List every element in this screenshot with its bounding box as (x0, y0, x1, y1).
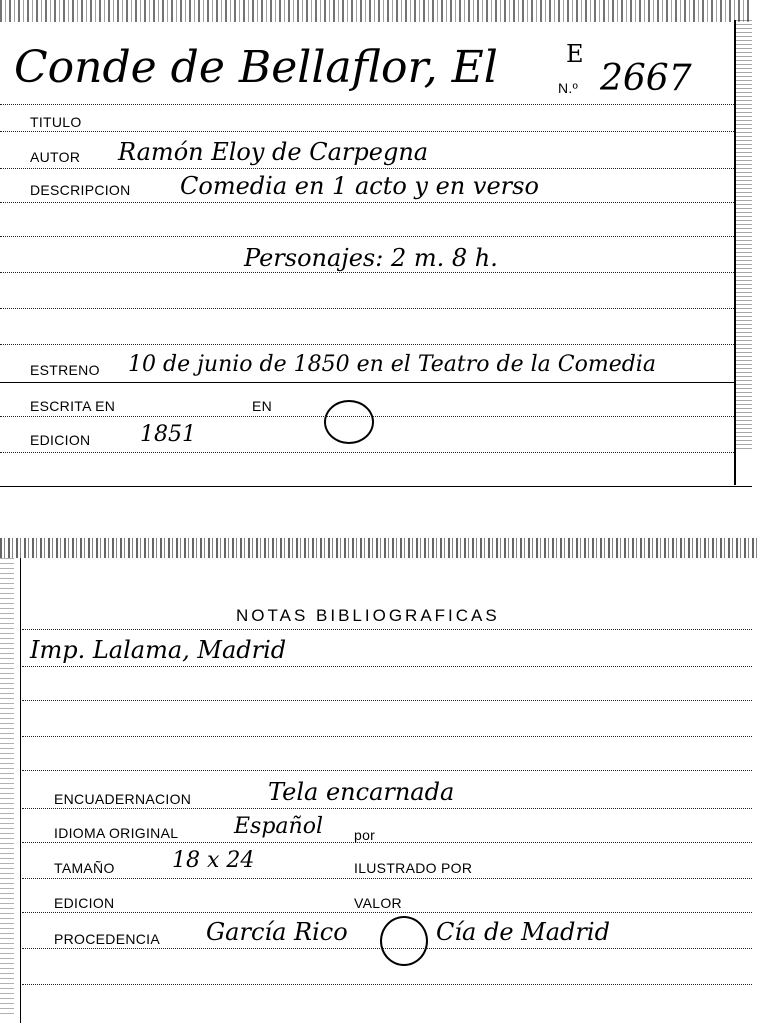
personajes-value: Personajes: 2 m. 8 h. (244, 244, 498, 272)
titulo-label: TITULO (30, 114, 82, 130)
encuadernacion-label: ENCUADERNACION (54, 791, 192, 807)
encuadernacion-value: Tela encarnada (268, 778, 455, 806)
procedencia-value: García Rico (206, 918, 348, 946)
card-torn-edge (0, 0, 752, 22)
ruled-line (0, 168, 734, 169)
en-label: EN (252, 398, 273, 414)
card-right-edge (734, 20, 752, 450)
ruled-line (22, 736, 752, 737)
ruled-line (22, 842, 752, 843)
tamano-label: TAMAÑO (54, 860, 115, 876)
ruled-line (22, 666, 752, 667)
tamano-value: 18 x 24 (172, 848, 255, 873)
edicion-value: 1851 (140, 422, 196, 447)
catalog-card-back (0, 538, 759, 1028)
por-label: por (354, 827, 376, 843)
estreno-value: 10 de junio de 1850 en el Teatro de la Comedia (128, 352, 656, 377)
idioma-label: IDIOMA ORIGINAL (54, 825, 179, 841)
ruled-line (0, 131, 734, 132)
ruled-line (0, 236, 734, 237)
estreno-label: ESTRENO (30, 362, 100, 378)
ruled-line (22, 984, 752, 985)
ruled-line (0, 382, 734, 383)
number-label: N.º (558, 80, 579, 96)
catalog-card-front (0, 0, 752, 488)
catalog-mark: E (566, 40, 584, 68)
card-torn-edge (0, 538, 759, 558)
ruled-line (22, 770, 752, 771)
ruled-line (0, 416, 734, 417)
card-border-right (734, 20, 736, 485)
descripcion-label: DESCRIPCION (30, 182, 131, 198)
ruled-line (22, 912, 752, 913)
escrita-en-label: ESCRITA EN (30, 398, 116, 414)
autor-value: Ramón Eloy de Carpegna (118, 138, 429, 166)
ruled-line (0, 104, 734, 105)
card-title-handwritten: Conde de Bellaflor, El (14, 42, 498, 93)
edicion-label: EDICION (54, 895, 115, 911)
procedencia-value-2: Cía de Madrid (436, 918, 610, 946)
ruled-line (0, 272, 734, 273)
ruled-line (0, 308, 734, 309)
punch-hole (380, 916, 428, 966)
ruled-line (22, 808, 752, 809)
ilustrado-label: ILUSTRADO POR (354, 860, 473, 876)
ruled-line (22, 948, 752, 949)
ruled-line (0, 202, 734, 203)
notas-value: Imp. Lalama, Madrid (30, 636, 287, 664)
punch-hole (324, 400, 374, 444)
card-left-edge (0, 558, 14, 1018)
descripcion-value: Comedia en 1 acto y en verso (180, 172, 539, 200)
edicion-label: EDICION (30, 432, 91, 448)
catalog-number: 2667 (600, 58, 692, 99)
autor-label: AUTOR (30, 149, 81, 165)
idioma-value: Español (234, 814, 323, 839)
valor-label: VALOR (354, 895, 402, 911)
ruled-line (0, 344, 734, 345)
ruled-line (22, 629, 752, 630)
card-border-bottom (0, 486, 752, 487)
ruled-line (0, 452, 734, 453)
notas-heading: NOTAS BIBLIOGRAFICAS (236, 606, 500, 625)
procedencia-label: PROCEDENCIA (54, 931, 160, 947)
ruled-line (22, 700, 752, 701)
ruled-line (22, 878, 752, 879)
card-border-left (20, 558, 21, 1023)
